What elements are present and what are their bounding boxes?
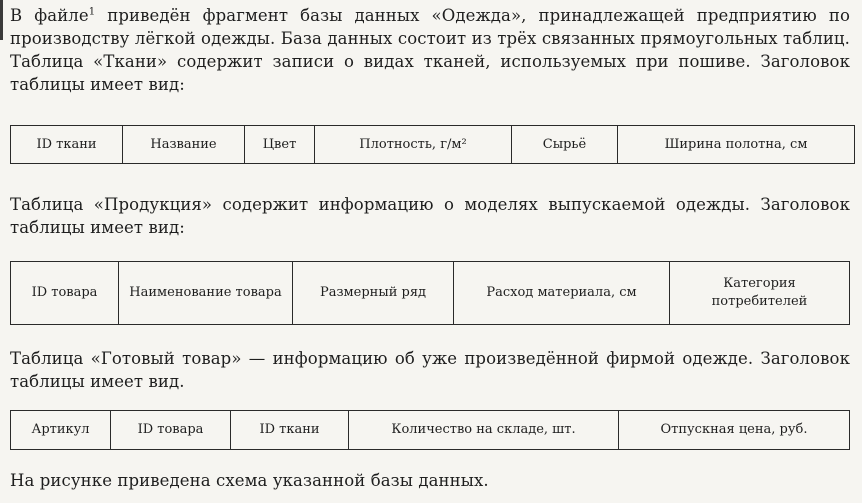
column-header: Артикул: [11, 411, 111, 450]
column-header: Ширина полотна, см: [618, 126, 855, 164]
column-header: Название: [123, 126, 245, 164]
products-paragraph: Таблица «Продукция» содержит информацию о моделях выпускаемой одежды. Заголовок таблицы имеет вид:: [10, 195, 850, 237]
column-header: Категория потребителей: [670, 262, 850, 325]
fabrics-table-header: [10, 125, 855, 164]
column-header: Размерный ряд: [293, 262, 454, 325]
intro-paragraph: [10, 4, 850, 96]
column-header: Отпускная цена, руб.: [619, 411, 850, 450]
column-header: Расход материала, см: [454, 262, 670, 325]
table-row: [11, 262, 850, 325]
column-header: Цвет: [245, 126, 315, 164]
finished-goods-table-header: [10, 410, 850, 450]
column-header: ID ткани: [11, 126, 123, 164]
margin-bar: [0, 0, 3, 40]
column-header: ID ткани: [231, 411, 349, 450]
column-header: Плотность, г/м²: [315, 126, 512, 164]
footnote-marker: 1: [88, 6, 96, 18]
intro-text-rest: приведён фрагмент базы данных «Одежда», принадлежащей предприятию по производству лёгкой одежды. База данных состоит из трёх связанных прямоугольных таблиц. Таблица «Ткани» содержит записи о видах тканей, используемых при пошиве. Заголовок таблицы имеет вид:: [10, 6, 850, 94]
products-table-header: [10, 261, 850, 325]
finished-goods-paragraph: Таблица «Готовый товар» — информацию об уже произведённой фирмой одежде. Заголовок таблицы имеет вид.: [10, 349, 850, 391]
table-row: [11, 126, 855, 164]
scheme-paragraph: На рисунке приведена схема указанной базы данных.: [10, 471, 489, 490]
table-row: [11, 411, 850, 450]
column-header: Сырьё: [512, 126, 618, 164]
column-header: Количество на складе, шт.: [349, 411, 619, 450]
column-header: Наименование товара: [119, 262, 293, 325]
column-header: ID товара: [11, 262, 119, 325]
intro-text-start: В файле: [10, 6, 89, 25]
column-header: ID товара: [111, 411, 231, 450]
